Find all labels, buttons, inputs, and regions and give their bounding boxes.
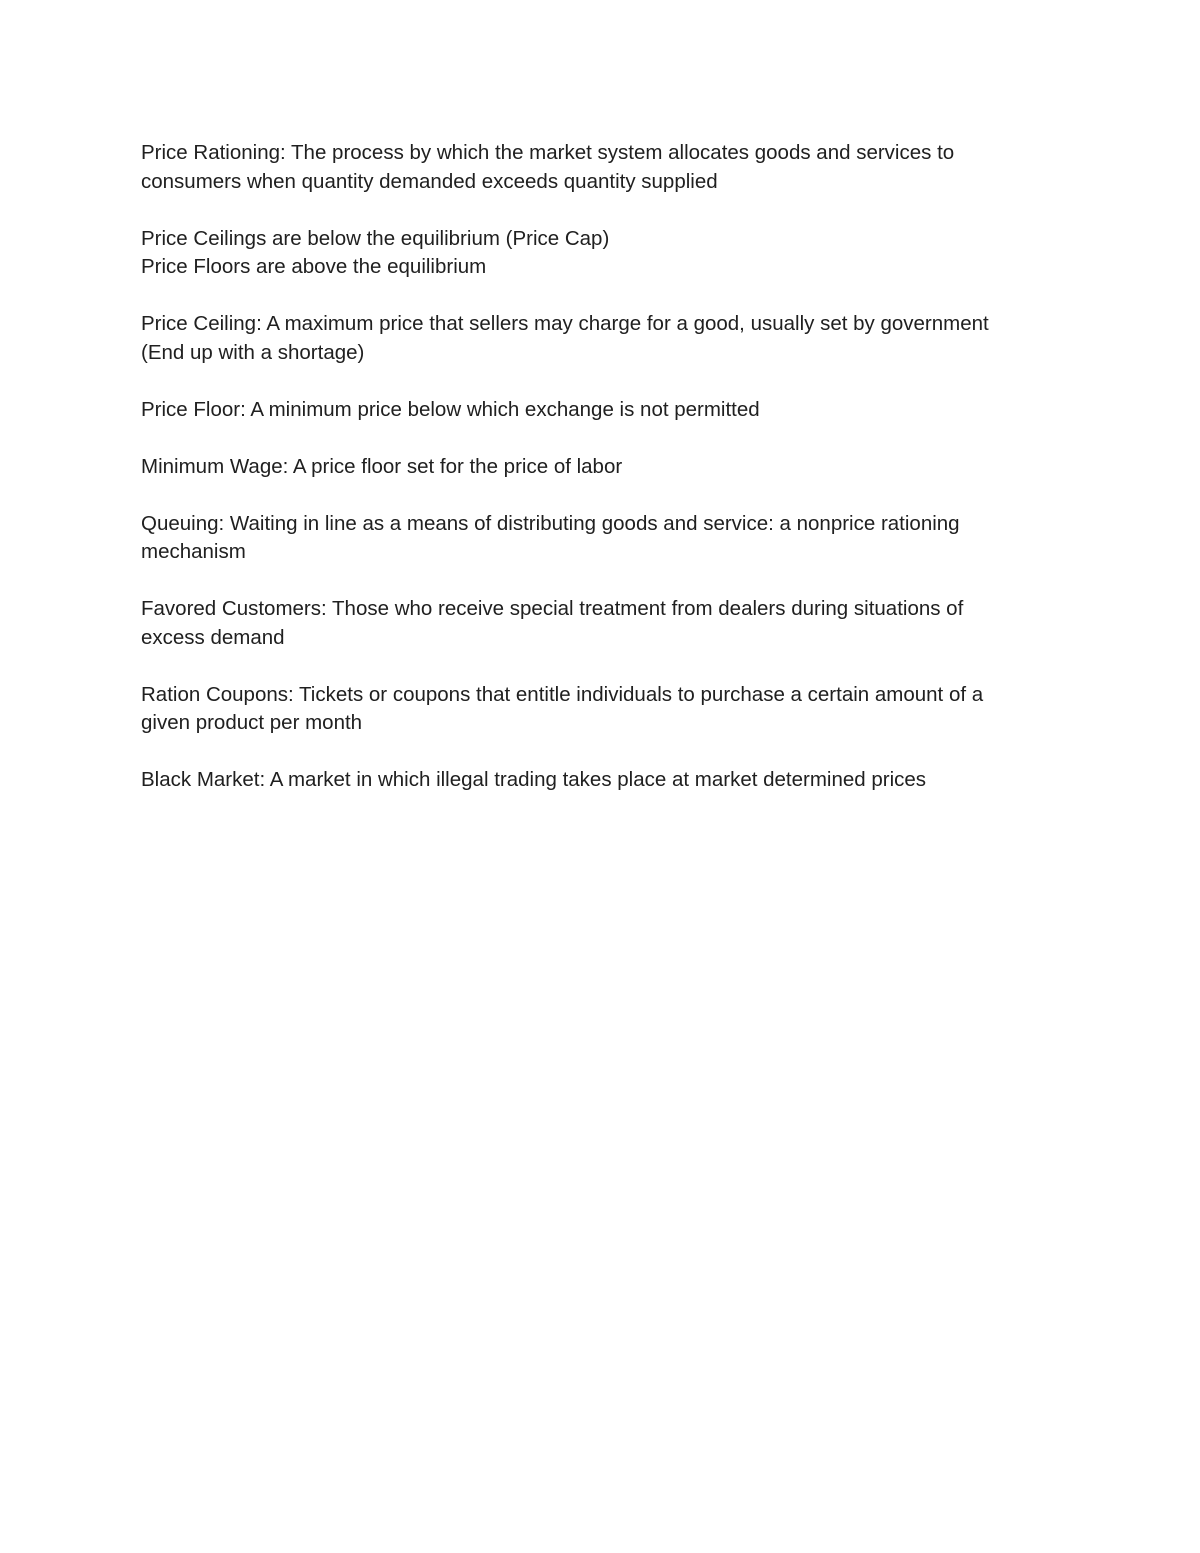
- text-line: Ration Coupons: Tickets or coupons that entitle individuals to purchase a certain amount of a: [141, 682, 984, 706]
- text-line: mechanism: [141, 540, 246, 563]
- text-line: Minimum Wage: A price floor set for the price of labor: [141, 454, 623, 478]
- text-line: Black Market: A market in which illegal trading takes place at market determined prices: [141, 768, 927, 791]
- text-line: given product per month: [141, 711, 363, 734]
- text-line: Price Rationing: The process by which the market system allocates goods and services to: [141, 141, 955, 164]
- paragraph-price-ceiling: [141, 310, 1061, 367]
- paragraph-price-floor: [141, 396, 1061, 425]
- paragraph-ration-coupons: [141, 681, 1061, 738]
- text-line: (End up with a shortage): [141, 340, 365, 364]
- paragraph-minimum-wage: [141, 453, 1061, 482]
- text-line: Queuing: Waiting in line as a means of distributing goods and service: a nonprice rationing: [141, 511, 960, 535]
- text-line: Price Floor: A minimum price below which exchange is not permitted: [141, 397, 760, 421]
- text-line: consumers when quantity demanded exceeds quantity supplied: [141, 169, 718, 193]
- text-line: Price Ceilings are below the equilibrium (Price Cap): [141, 226, 610, 250]
- paragraph-queuing: [141, 510, 1061, 567]
- text-line: Price Floors are above the equilibrium: [141, 255, 487, 278]
- paragraph-black-market: [141, 766, 1061, 795]
- paragraph-price-rationing: [141, 139, 1061, 196]
- document-body: [141, 139, 1061, 823]
- paragraph-favored-customers: [141, 595, 1061, 652]
- text-line: Price Ceiling: A maximum price that sellers may charge for a good, usually set by government: [141, 312, 989, 335]
- paragraph-ceilings-floors: [141, 225, 1061, 282]
- text-line: Favored Customers: Those who receive special treatment from dealers during situations of: [141, 597, 964, 620]
- text-line: excess demand: [141, 625, 285, 649]
